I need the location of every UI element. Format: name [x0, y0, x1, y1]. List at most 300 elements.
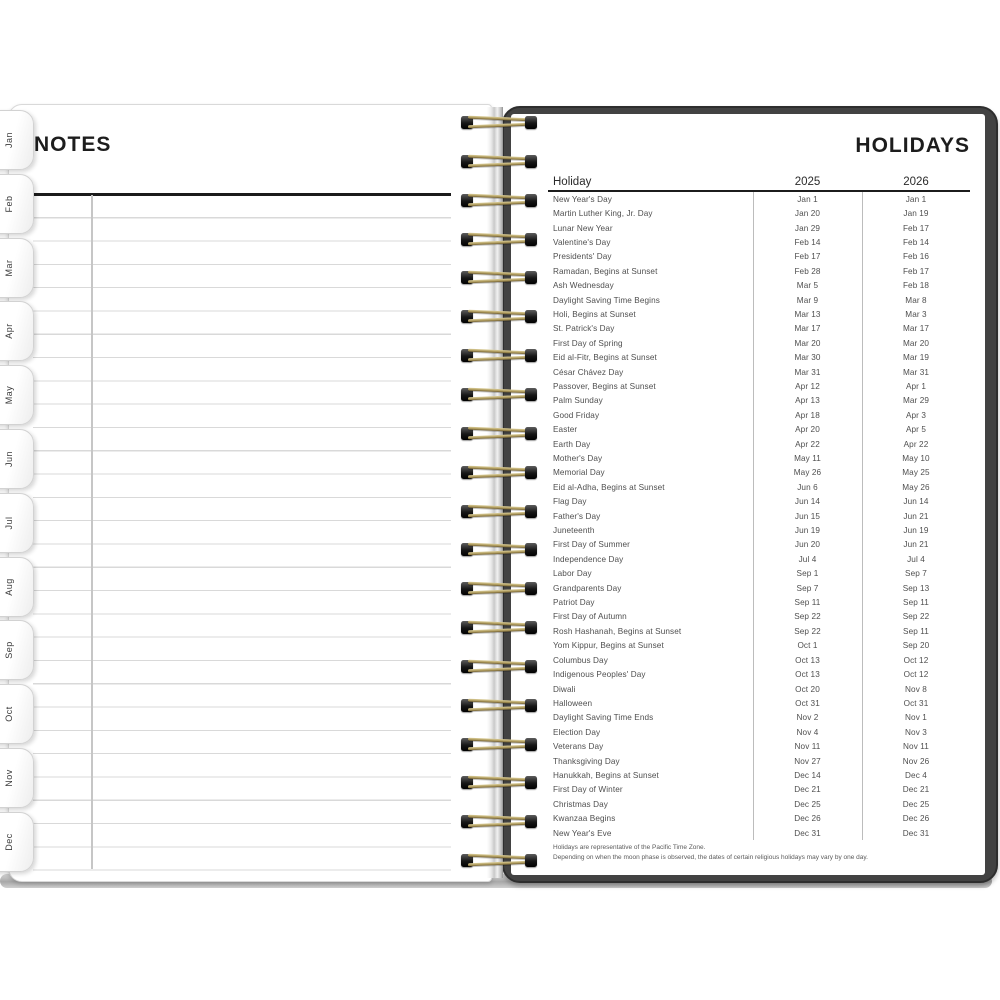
holiday-date: Mar 13 — [794, 309, 821, 319]
table-row — [548, 221, 970, 235]
holiday-date: Sep 22 — [794, 612, 821, 622]
holiday-date: Apr 3 — [905, 410, 927, 420]
month-tab-nov — [0, 748, 34, 808]
coil-wire — [468, 854, 530, 860]
holiday-name: César Chávez Day — [553, 367, 624, 377]
holiday-name: Juneteenth — [553, 526, 595, 536]
holiday-name: Eid al-Fitr, Begins at Sunset — [553, 353, 657, 363]
holidays-page — [511, 114, 985, 875]
column-divider — [862, 192, 863, 840]
holidays-page-title: HOLIDAYS — [855, 134, 970, 157]
holiday-date: Jan 1 — [797, 194, 818, 204]
coil-wire — [468, 511, 530, 517]
holiday-date: Feb 14 — [794, 237, 821, 247]
holiday-name: Veterans Day — [553, 742, 604, 752]
holiday-date: Jun 20 — [794, 540, 821, 550]
holiday-name: Earth Day — [553, 439, 591, 449]
table-row — [548, 552, 970, 566]
month-tab-dec — [0, 812, 34, 872]
table-row — [548, 423, 970, 437]
holiday-date: May 25 — [902, 468, 930, 478]
holiday-date: Nov 27 — [794, 756, 821, 766]
month-tab-label: Apr — [4, 323, 14, 340]
margin-line — [91, 195, 93, 869]
holiday-date: Jul 4 — [907, 554, 925, 564]
holidays-table-body — [548, 192, 970, 840]
month-tab-jul — [0, 493, 34, 553]
coil-end-right — [525, 815, 537, 828]
holiday-date: Sep 11 — [903, 626, 929, 636]
coil-end-right — [525, 116, 537, 129]
table-row — [548, 768, 970, 782]
holiday-name: Good Friday — [553, 410, 600, 420]
holiday-date: Nov 11 — [903, 742, 929, 752]
coil-wire — [468, 310, 530, 316]
table-row — [548, 653, 970, 667]
coil-wire — [468, 232, 530, 238]
holiday-name: Easter — [553, 425, 578, 435]
holiday-date: Jun 14 — [794, 497, 821, 507]
coil-wire — [468, 815, 530, 821]
coil-wire — [468, 472, 530, 478]
holiday-date: Feb 18 — [902, 281, 930, 291]
holiday-date: Apr 12 — [795, 381, 820, 391]
holiday-date: Dec 4 — [905, 770, 927, 780]
coil-end-right — [525, 271, 537, 284]
coil-wire — [468, 776, 530, 782]
month-tab-jan — [0, 110, 34, 170]
holiday-date: Dec 26 — [794, 814, 821, 824]
coil-wire — [468, 116, 530, 122]
coil-end-right — [525, 388, 537, 401]
holiday-date: Mar 31 — [794, 367, 821, 377]
holiday-name: Election Day — [553, 727, 601, 737]
spiral-coil — [461, 658, 537, 675]
holiday-date: Nov 26 — [902, 756, 930, 766]
holiday-date: Nov 11 — [794, 742, 821, 752]
table-row — [548, 523, 970, 537]
spiral-coil — [461, 464, 537, 481]
holiday-name: First Day of Autumn — [553, 612, 627, 622]
holiday-date: Mar 17 — [794, 324, 821, 334]
table-row — [548, 350, 970, 364]
table-row — [548, 538, 970, 552]
table-row — [548, 581, 970, 595]
coil-wire — [468, 200, 530, 206]
holiday-date: Jun 19 — [794, 526, 821, 536]
table-row — [548, 451, 970, 465]
holiday-date: Jan 19 — [903, 209, 929, 219]
holiday-name: First Day of Spring — [553, 338, 623, 348]
holiday-date: Feb 17 — [902, 223, 930, 233]
coil-wire — [468, 543, 530, 549]
holiday-date: May 10 — [902, 454, 930, 464]
holiday-date: Oct 1 — [797, 641, 818, 651]
table-row — [548, 595, 970, 609]
table-row — [548, 696, 970, 710]
holiday-date: Jan 20 — [794, 209, 821, 219]
holiday-date: May 26 — [793, 468, 822, 478]
spiral-coil — [461, 308, 537, 325]
month-tab-label: Jul — [4, 516, 14, 530]
month-tab-label: Jan — [4, 131, 14, 149]
table-row — [548, 667, 970, 681]
table-row — [548, 509, 970, 523]
holiday-name: Memorial Day — [553, 468, 605, 478]
holiday-name: Indigenous Peoples' Day — [553, 670, 646, 680]
month-tab-label: Dec — [4, 833, 14, 851]
table-row — [548, 293, 970, 307]
table-row — [548, 278, 970, 292]
coil-end-right — [525, 582, 537, 595]
coil-wire — [468, 278, 530, 284]
holiday-date: Feb 14 — [902, 237, 930, 247]
holiday-name: Palm Sunday — [553, 396, 603, 406]
table-row — [548, 783, 970, 797]
notes-page-title: NOTES — [34, 133, 112, 156]
table-row — [548, 682, 970, 696]
coil-end-right — [525, 310, 537, 323]
holiday-name: Diwali — [553, 684, 576, 694]
month-tab-mar — [0, 238, 34, 298]
table-row — [548, 639, 970, 653]
holiday-date: Apr 20 — [795, 425, 820, 435]
holiday-name: New Year's Day — [553, 194, 612, 204]
coil-end-right — [525, 505, 537, 518]
coil-wire — [468, 589, 530, 595]
column-header-holiday: Holiday — [553, 176, 592, 188]
coil-wire — [468, 783, 530, 789]
holiday-date: Oct 31 — [903, 698, 929, 708]
coil-end-right — [525, 660, 537, 673]
coil-wire — [468, 744, 530, 750]
coil-wire — [468, 356, 530, 362]
holiday-date: Nov 1 — [905, 713, 927, 723]
coil-end-right — [525, 738, 537, 751]
holiday-date: Sep 13 — [902, 583, 930, 593]
table-row — [548, 379, 970, 393]
table-row — [548, 811, 970, 825]
holiday-date: Apr 22 — [903, 439, 929, 449]
coil-wire — [468, 582, 530, 588]
footnote-moon-phase: Depending on when the moon phase is observed, the dates of certain religious holidays may vary by one day. — [553, 854, 868, 862]
coil-end-right — [525, 621, 537, 634]
coil-wire — [468, 705, 530, 711]
table-row — [548, 624, 970, 638]
spiral-coil — [461, 386, 537, 403]
holiday-date: Mar 20 — [902, 338, 930, 348]
coil-wire — [468, 317, 530, 323]
holiday-date: Mar 20 — [794, 338, 821, 348]
month-tab-may — [0, 365, 34, 425]
holiday-date: Oct 13 — [795, 655, 820, 665]
coil-wire — [468, 193, 530, 199]
table-row — [548, 739, 970, 753]
spiral-coil — [461, 153, 537, 170]
coil-wire — [468, 395, 530, 401]
holiday-date: Mar 3 — [905, 309, 927, 319]
footnote-timezone: Holidays are representative of the Pacific Time Zone. — [553, 844, 706, 852]
coil-end-right — [525, 427, 537, 440]
holiday-date: Oct 12 — [903, 655, 929, 665]
spiral-coil — [461, 192, 537, 209]
table-row — [548, 711, 970, 725]
coil-end-right — [525, 194, 537, 207]
holiday-name: Labor Day — [553, 569, 592, 579]
coil-end-right — [525, 699, 537, 712]
holiday-date: Apr 1 — [905, 381, 927, 391]
month-tab-apr — [0, 301, 34, 361]
holiday-name: Ramadan, Begins at Sunset — [553, 266, 658, 276]
holiday-date: Jun 19 — [903, 526, 929, 536]
table-row — [548, 466, 970, 480]
coil-wire — [468, 737, 530, 743]
holiday-date: Feb 17 — [902, 266, 930, 276]
holiday-name: Flag Day — [553, 497, 587, 507]
holiday-name: Halloween — [553, 698, 593, 708]
holiday-date: Jul 4 — [798, 554, 817, 564]
holiday-name: Columbus Day — [553, 655, 608, 665]
table-row — [548, 797, 970, 811]
holiday-date: Sep 7 — [905, 569, 927, 579]
holidays-table-header — [548, 170, 970, 188]
holiday-name: Rosh Hashanah, Begins at Sunset — [553, 626, 682, 636]
holiday-date: Sep 11 — [794, 598, 821, 608]
coil-wire — [468, 154, 530, 160]
holiday-date: Mar 17 — [902, 324, 930, 334]
holiday-date: Mar 5 — [796, 281, 819, 291]
holiday-date: Dec 25 — [794, 799, 821, 809]
holiday-date: Jun 21 — [903, 540, 929, 550]
holiday-date: Nov 4 — [796, 727, 819, 737]
holiday-date: Dec 26 — [902, 814, 930, 824]
holiday-date: Apr 18 — [795, 410, 820, 420]
holiday-date: Mar 8 — [905, 295, 927, 305]
holiday-name: Daylight Saving Time Begins — [553, 295, 660, 305]
center-page-edge — [487, 107, 503, 878]
column-header-2025: 2025 — [794, 176, 821, 188]
holiday-date: Dec 25 — [902, 799, 930, 809]
holiday-date: Mar 19 — [902, 353, 930, 363]
holiday-name: Ash Wednesday — [553, 281, 614, 291]
table-row — [548, 725, 970, 739]
spiral-coil — [461, 425, 537, 442]
coil-end-right — [525, 466, 537, 479]
holiday-date: Jun 15 — [794, 511, 821, 521]
holiday-date: Oct 13 — [795, 670, 820, 680]
month-tab-label: May — [4, 385, 14, 405]
coil-wire — [468, 123, 530, 129]
coil-end-right — [525, 776, 537, 789]
month-tab-label: Mar — [4, 259, 14, 277]
spiral-coil — [461, 269, 537, 286]
month-tab-label: Feb — [4, 195, 14, 213]
table-row — [548, 206, 970, 220]
holiday-name: Yom Kippur, Begins at Sunset — [553, 641, 664, 651]
coil-wire — [468, 861, 530, 867]
holiday-date: Mar 31 — [902, 367, 930, 377]
spiral-coil — [461, 736, 537, 753]
spiral-coil — [461, 774, 537, 791]
coil-wire — [468, 698, 530, 704]
coil-wire — [468, 239, 530, 245]
spiral-coil — [461, 231, 537, 248]
spiral-coil — [461, 347, 537, 364]
holiday-date: Jun 21 — [903, 511, 929, 521]
holiday-date: May 26 — [902, 482, 930, 492]
table-row — [548, 235, 970, 249]
holiday-date: Oct 20 — [795, 684, 820, 694]
month-tab-jun — [0, 429, 34, 489]
table-row — [548, 495, 970, 509]
table-row — [548, 754, 970, 768]
spiral-coil — [461, 503, 537, 520]
month-tab-feb — [0, 174, 34, 234]
holiday-date: Jun 6 — [797, 482, 818, 492]
holiday-date: Dec 21 — [902, 785, 930, 795]
notes-page — [8, 104, 492, 882]
table-row — [548, 394, 970, 408]
table-row — [548, 610, 970, 624]
holiday-date: Apr 5 — [905, 425, 927, 435]
table-row — [548, 408, 970, 422]
holiday-date: Sep 20 — [902, 641, 930, 651]
holiday-name: Mother's Day — [553, 454, 603, 464]
holiday-name: Martin Luther King, Jr. Day — [553, 209, 653, 219]
coil-wire — [468, 388, 530, 394]
coil-end-right — [525, 349, 537, 362]
column-header-2026: 2026 — [903, 176, 929, 188]
coil-wire — [468, 426, 530, 432]
holiday-name: Presidents' Day — [553, 252, 612, 262]
month-tab-label: Aug — [4, 577, 14, 596]
coil-wire — [468, 550, 530, 556]
holiday-date: Mar 9 — [796, 295, 819, 305]
coil-end-right — [525, 233, 537, 246]
holiday-name: First Day of Winter — [553, 785, 623, 795]
coil-wire — [468, 433, 530, 439]
coil-wire — [468, 660, 530, 666]
holiday-name: Hanukkah, Begins at Sunset — [553, 770, 659, 780]
holiday-date: Jan 29 — [794, 223, 821, 233]
holiday-name: Patriot Day — [553, 598, 595, 608]
table-row — [548, 264, 970, 278]
month-tab-label: Sep — [4, 641, 14, 660]
table-row — [548, 480, 970, 494]
holiday-date: Mar 30 — [794, 353, 821, 363]
holiday-date: Feb 28 — [794, 266, 821, 276]
holiday-date: Sep 1 — [796, 569, 819, 579]
table-row — [548, 567, 970, 581]
coil-end-right — [525, 155, 537, 168]
holiday-date: Apr 22 — [795, 439, 820, 449]
table-row — [548, 192, 970, 206]
holiday-name: First Day of Summer — [553, 540, 630, 550]
month-tab-label: Oct — [4, 706, 14, 722]
table-row — [548, 437, 970, 451]
holiday-date: Sep 22 — [902, 612, 930, 622]
holiday-date: Nov 2 — [796, 713, 819, 723]
holiday-name: New Year's Eve — [553, 828, 612, 838]
holiday-name: Thanksgiving Day — [553, 756, 620, 766]
holiday-date: Oct 12 — [903, 670, 929, 680]
coil-wire — [468, 349, 530, 355]
holiday-date: Apr 13 — [795, 396, 820, 406]
spiral-coil — [461, 580, 537, 597]
holiday-date: Sep 22 — [794, 626, 821, 636]
coil-wire — [468, 621, 530, 627]
holiday-date: Feb 17 — [794, 252, 821, 262]
table-row — [548, 322, 970, 336]
holiday-name: Passover, Begins at Sunset — [553, 381, 656, 391]
month-tab-label: Nov — [4, 769, 14, 787]
holiday-name: Independence Day — [553, 554, 624, 564]
holiday-name: Holi, Begins at Sunset — [553, 309, 636, 319]
coil-wire — [468, 628, 530, 634]
coil-wire — [468, 667, 530, 673]
coil-end-right — [525, 543, 537, 556]
holiday-date: Sep 7 — [796, 583, 819, 593]
coil-end-right — [525, 854, 537, 867]
holiday-date: Dec 31 — [902, 828, 930, 838]
month-tab-oct — [0, 684, 34, 744]
holiday-date: Dec 21 — [794, 785, 821, 795]
holiday-name: Kwanzaa Begins — [553, 814, 616, 824]
holiday-date: Oct 31 — [795, 698, 820, 708]
table-footnotes — [548, 843, 970, 863]
coil-wire — [468, 465, 530, 471]
ruled-lines — [33, 195, 451, 871]
spiral-coil — [461, 813, 537, 830]
table-row — [548, 250, 970, 264]
holiday-name: Valentine's Day — [553, 237, 611, 247]
holiday-date: Nov 3 — [905, 727, 927, 737]
spiral-coil — [461, 697, 537, 714]
holiday-date: Mar 29 — [902, 396, 930, 406]
holiday-date: Feb 16 — [902, 252, 930, 262]
holiday-name: Daylight Saving Time Ends — [553, 713, 654, 723]
holiday-date: Dec 31 — [794, 828, 821, 838]
holiday-date: Jun 14 — [903, 497, 929, 507]
table-row — [548, 826, 970, 840]
holiday-name: Christmas Day — [553, 799, 608, 809]
coil-wire — [468, 271, 530, 277]
coil-wire — [468, 504, 530, 510]
holiday-name: Eid al-Adha, Begins at Sunset — [553, 482, 665, 492]
holiday-name: St. Patrick's Day — [553, 324, 615, 334]
table-row — [548, 307, 970, 321]
spiral-coil — [461, 114, 537, 131]
holiday-date: Nov 8 — [905, 684, 927, 694]
holiday-date: Jan 1 — [905, 194, 927, 204]
coil-wire — [468, 822, 530, 828]
holiday-date: Dec 14 — [794, 770, 821, 780]
spiral-coil — [461, 541, 537, 558]
holiday-name: Lunar New Year — [553, 223, 613, 233]
coil-wire — [468, 161, 530, 167]
column-divider — [753, 192, 754, 840]
table-row — [548, 365, 970, 379]
spiral-coil — [461, 619, 537, 636]
holiday-name: Father's Day — [553, 511, 601, 521]
table-row — [548, 336, 970, 350]
spiral-coil — [461, 852, 537, 869]
holiday-date: Sep 11 — [903, 598, 929, 608]
month-tab-aug — [0, 557, 34, 617]
month-tab-sep — [0, 620, 34, 680]
month-tab-label: Jun — [4, 450, 14, 468]
holiday-name: Grandparents Day — [553, 583, 622, 593]
